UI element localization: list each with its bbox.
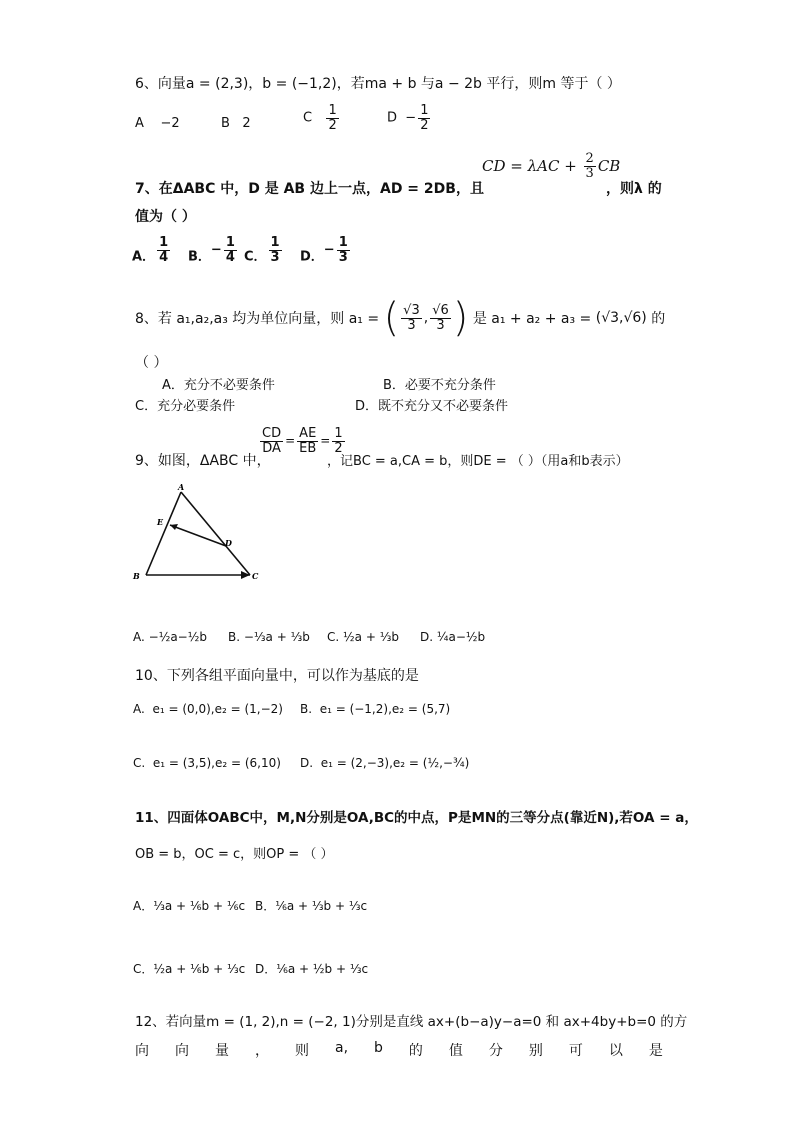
q8-option-d[interactable]: D．既不充分又不必要条件 <box>355 399 509 414</box>
q7-option-b[interactable]: B．− $\frac{1}{4}$ <box>188 235 235 265</box>
q9-stem: 9、如图，ΔABC 中， <box>135 453 271 469</box>
q6-stem-text: 6、向量a = (2,3)，b = (−1,2)，若ma + b 与a − 2b 平行，则m 等于（ ） <box>135 76 621 92</box>
q7-option-c[interactable]: C． $\frac{1}{3}$ <box>244 235 280 265</box>
q9-side-ab <box>146 492 181 575</box>
q6-option-d[interactable]: D − $\frac{1}{2}$ <box>387 103 429 133</box>
q8-right-paren: ) <box>452 295 469 341</box>
q11-option-d[interactable]: D．⅙a + ½b + ⅓c <box>255 962 369 976</box>
q9-stem-mid: ，记BC = a,CA = b，则DE = （ ）（用a和b表示） <box>327 454 629 469</box>
q9-option-a[interactable]: A. −½a−½b <box>133 630 207 644</box>
q7-option-a[interactable]: A． $\frac{1}{4}$ <box>132 235 169 265</box>
q8-stem: 8、若 a₁,a₂,a₃ 均为单位向量，则 a₁ = ( $\frac{√3}{3}$ , $\frac{√6}{3}$ ) 是 a₁ + a₂ + a₃ = (√3,√6) 的 <box>135 295 666 341</box>
q12-stem: 12、若向量m = (1, 2),n = (−2, 1)分别是直线 ax+(b−a)y−a=0 和 ax+4by+b=0 的方 <box>135 1014 688 1030</box>
q6-option-b[interactable]: B 2 <box>221 116 251 131</box>
q9-label-c: C <box>252 571 259 581</box>
q9-ratio: $\frac{CD}{DA}$ = $\frac{AE}{EB}$ = $\frac{1}{2}$ <box>262 426 343 456</box>
q6-stem <box>135 73 621 93</box>
q11-option-c[interactable]: C．½a + ⅙b + ⅓c <box>133 962 246 976</box>
q10-option-b[interactable]: B. e₁ = (−1,2),e₂ = (5,7) <box>300 702 451 716</box>
q11-option-b[interactable]: B．⅙a + ⅓b + ⅓c <box>255 899 368 913</box>
q10-option-d[interactable]: D. e₁ = (2,−3),e₂ = (½,−¾) <box>300 756 470 770</box>
q10-stem: 10、下列各组平面向量中，可以作为基底的是 <box>135 668 419 684</box>
q9-label-e: E <box>157 517 164 527</box>
q8-left-paren: ( <box>383 295 400 341</box>
q9-option-c[interactable]: C. ½a + ⅓b <box>327 630 399 644</box>
q10-option-a[interactable]: A. e₁ = (0,0),e₂ = (1,−2) <box>133 702 283 716</box>
q9-triangle-figure <box>128 480 268 590</box>
q7-stem-line2: 值为（ ） <box>135 209 196 225</box>
q8-option-a[interactable]: A．充分不必要条件 <box>162 378 275 393</box>
q11-stem-line2: OB = b，OC = c，则OP = （ ） <box>135 847 334 862</box>
q6-option-c[interactable]: C $\frac{1}{2}$ <box>303 103 337 133</box>
q7-stem-end: ，则λ 的 <box>606 181 662 197</box>
q8-option-c[interactable]: C．充分必要条件 <box>135 399 236 414</box>
q10-option-c[interactable]: C. e₁ = (3,5),e₂ = (6,10) <box>133 756 281 770</box>
q9-label-a: A <box>178 482 185 492</box>
q8-stem-line2: （ ） <box>135 355 168 371</box>
q9-option-b[interactable]: B. −⅓a + ⅓b <box>228 630 310 644</box>
q11-option-a[interactable]: A．⅓a + ⅙b + ⅙c <box>133 899 246 913</box>
q12-stem-line2: 向 向 量 ， 则 a, b 的 值 分 别 可 以 是 <box>135 1040 663 1059</box>
q9-label-d: D <box>225 538 232 548</box>
q9-option-d[interactable]: D. ¼a−½b <box>420 630 486 644</box>
q7-option-d[interactable]: D．− $\frac{1}{3}$ <box>300 235 348 265</box>
q11-stem: 11、四面体OABC中，M,N分别是OA,BC的中点，P是MN的三等分点(靠近N),若OA = a， <box>135 810 698 826</box>
q9-label-b: B <box>133 571 140 581</box>
q8-option-b[interactable]: B．必要不充分条件 <box>383 378 496 393</box>
q6-option-a[interactable]: A −2 <box>135 116 180 131</box>
q7-stem: 7、在ΔABC 中，D 是 AB 边上一点，AD = 2DB，且 <box>135 181 484 197</box>
q7-head-formula: CD = λAC + $\frac{2}{3}$ CB <box>482 151 621 181</box>
